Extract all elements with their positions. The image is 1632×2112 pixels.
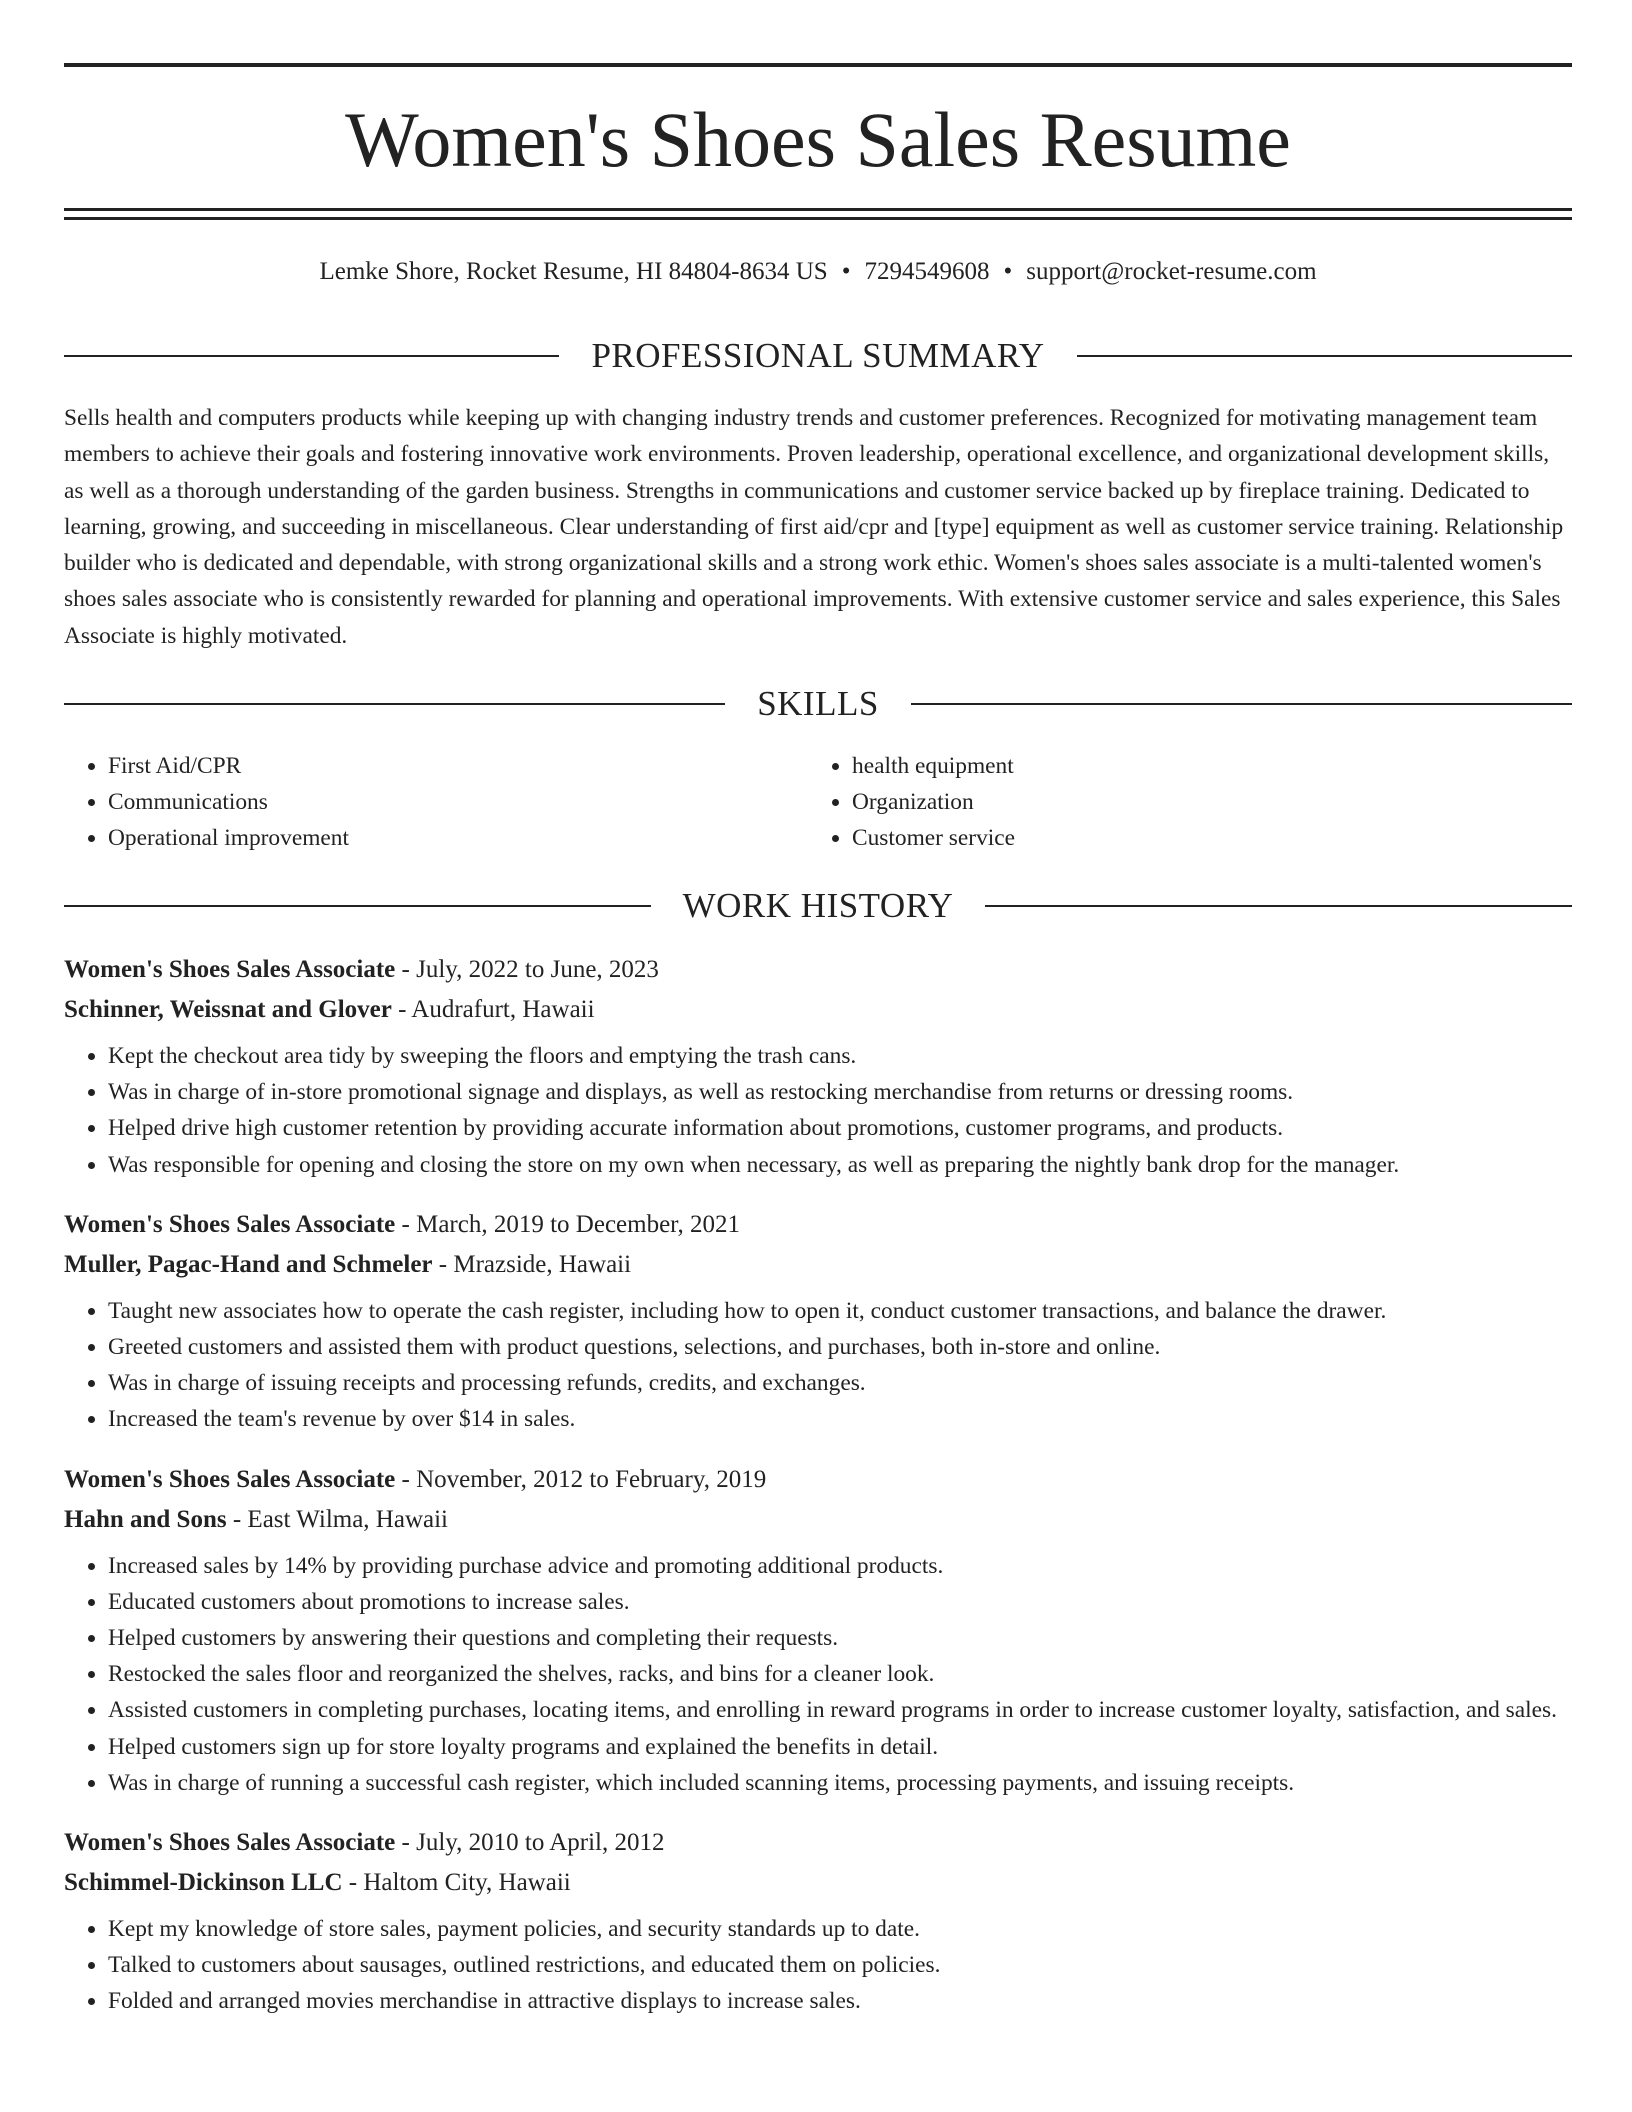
- job-bullet: • Helped customers sign up for store loyalty programs and explained the benefits in detail.: [108, 1729, 1572, 1765]
- job-bullet: • Was in charge of issuing receipts and processing refunds, credits, and exchanges.: [108, 1365, 1572, 1401]
- job-company: Schinner, Weissnat and Glover: [64, 996, 392, 1023]
- job-title-line: [64, 1460, 1572, 1500]
- job-company: Schimmel-Dickinson LLC: [64, 1869, 343, 1897]
- skill-item: • health equipment: [852, 748, 1552, 784]
- job-bullet: • Restocked the sales floor and reorganized the shelves, racks, and bins for a cleaner look.: [108, 1656, 1572, 1692]
- job-bullet: • Increased sales by 14% by providing purchase advice and promoting additional products.: [108, 1548, 1572, 1584]
- job-bullet: • Was in charge of in-store promotional signage and displays, as well as restocking merchandise from returns or dressing rooms.: [108, 1074, 1572, 1110]
- section-title-work: WORK HISTORY: [682, 886, 954, 925]
- job-company-line: [64, 1245, 1572, 1285]
- job-bullets: [64, 1911, 1572, 2020]
- job-bullet: • Helped drive high customer retention by providing accurate information about promotions, customer programs, and products.: [108, 1110, 1572, 1146]
- job-bullet: • Increased the team's revenue by over $14 in sales.: [108, 1401, 1572, 1437]
- job-bullet: • Was in charge of running a successful cash register, which included scanning items, processing payments, and issuing receipts.: [108, 1765, 1572, 1801]
- job-title: Women's Shoes Sales Associate: [64, 956, 396, 983]
- job-entry: [64, 1205, 1572, 1438]
- job-bullet: • Talked to customers about sausages, outlined restrictions, and educated them on policies.: [108, 1947, 1572, 1983]
- work-history-list: [64, 950, 1572, 2042]
- job-bullet: • Educated customers about promotions to increase sales.: [108, 1584, 1572, 1620]
- job-bullets: [64, 1038, 1572, 1183]
- section-title-summary: PROFESSIONAL SUMMARY: [591, 336, 1045, 375]
- job-dates: - July, 2022 to June, 2023: [395, 956, 659, 983]
- top-rule: [64, 63, 1572, 67]
- skills-column-right: [808, 748, 1552, 856]
- job-company-line: [64, 990, 1572, 1030]
- section-rule-left: [64, 905, 651, 907]
- skill-item: • First Aid/CPR: [108, 748, 808, 784]
- job-company-line: [64, 1500, 1572, 1540]
- job-location: - Mrazside, Hawaii: [432, 1250, 632, 1278]
- resume-title: Women's Shoes Sales Resume: [345, 96, 1291, 183]
- job-location: - Audrafurt, Hawaii: [391, 996, 595, 1023]
- job-location: - Haltom City, Hawaii: [342, 1869, 571, 1897]
- job-title: Women's Shoes Sales Associate: [64, 1829, 396, 1857]
- contact-separator: •: [841, 258, 851, 285]
- section-heading-skills: [64, 684, 1572, 724]
- skills-column-left: [64, 748, 808, 856]
- skills-list: [64, 748, 1572, 856]
- section-rule-right: [985, 905, 1572, 907]
- job-dates: - March, 2019 to December, 2021: [395, 1210, 741, 1238]
- job-bullets: [64, 1548, 1572, 1801]
- job-bullet: • Greeted customers and assisted them with product questions, selections, and purchases, both in-store and online.: [108, 1329, 1572, 1365]
- section-heading-work: [64, 886, 1572, 926]
- contact-line: [64, 256, 1572, 288]
- section-rule-left: [64, 703, 725, 705]
- section-rule-right: [911, 703, 1572, 705]
- contact-phone: 7294549608: [864, 258, 990, 285]
- job-title-line: [64, 1205, 1572, 1245]
- job-title-line: [64, 950, 1572, 990]
- title-double-rule: [64, 208, 1572, 220]
- job-company: Muller, Pagac-Hand and Schmeler: [64, 1250, 433, 1278]
- job-dates: - July, 2010 to April, 2012: [395, 1829, 665, 1857]
- job-bullet: • Assisted customers in completing purchases, locating items, and enrolling in reward programs in order to increase customer loyalty, satisfaction, and sales.: [108, 1692, 1572, 1728]
- section-rule-left: [64, 355, 559, 357]
- job-title-line: [64, 1823, 1572, 1863]
- job-bullets: [64, 1293, 1572, 1438]
- skill-item: • Communications: [108, 784, 808, 820]
- job-entry: [64, 1460, 1572, 1801]
- job-title: Women's Shoes Sales Associate: [64, 1210, 396, 1238]
- skill-item: • Customer service: [852, 820, 1552, 856]
- section-heading-summary: [64, 336, 1572, 376]
- job-title: Women's Shoes Sales Associate: [64, 1465, 396, 1493]
- section-title-skills: SKILLS: [757, 684, 879, 723]
- job-bullet: • Kept my knowledge of store sales, payment policies, and security standards up to date.: [108, 1911, 1572, 1947]
- job-dates: - November, 2012 to February, 2019: [395, 1465, 767, 1493]
- job-bullet: • Helped customers by answering their questions and completing their requests.: [108, 1620, 1572, 1656]
- skill-item: • Organization: [852, 784, 1552, 820]
- job-bullet: • Folded and arranged movies merchandise in attractive displays to increase sales.: [108, 1983, 1572, 2019]
- job-entry: [64, 950, 1572, 1183]
- job-bullet: • Taught new associates how to operate the cash register, including how to open it, conduct customer transactions, and balance the drawer.: [108, 1293, 1572, 1329]
- job-bullet: • Was responsible for opening and closing the store on my own when necessary, as well as preparing the nightly bank drop for the manager.: [108, 1147, 1572, 1183]
- contact-separator: •: [1003, 258, 1013, 285]
- job-entry: [64, 1823, 1572, 2020]
- contact-address: Lemke Shore, Rocket Resume, HI 84804-8634 US: [319, 258, 828, 285]
- job-company: Hahn and Sons: [64, 1505, 227, 1533]
- job-company-line: [64, 1863, 1572, 1903]
- job-location: - East Wilma, Hawaii: [226, 1505, 448, 1533]
- professional-summary-text: Sells health and computers products while keeping up with changing industry trends and customer preferences. Recognized for motivating management team members to achieve their goals and fostering innovative work environments. Proven leadership, operational excellence, and organizational development skills, as well as a thorough understanding of the garden business. Strengths in communications and customer service backed up by fireplace training. Dedicated to learning, growing, and succeeding in miscellaneous. Clear understanding of first aid/cpr and [type] equipment as well as customer service training. Relationship builder who is dedicated and dependable, with strong organizational skills and a strong work ethic. Women's shoes sales associate is a multi-talented women's shoes sales associate who is consistently rewarded for planning and operational improvements. With extensive customer service and sales experience, this Sales Associate is highly motivated.: [64, 405, 1564, 649]
- skill-item: • Operational improvement: [108, 820, 808, 856]
- job-bullet: • Kept the checkout area tidy by sweeping the floors and emptying the trash cans.: [108, 1038, 1572, 1074]
- contact-email: support@rocket-resume.com: [1026, 258, 1317, 285]
- section-rule-right: [1077, 355, 1572, 357]
